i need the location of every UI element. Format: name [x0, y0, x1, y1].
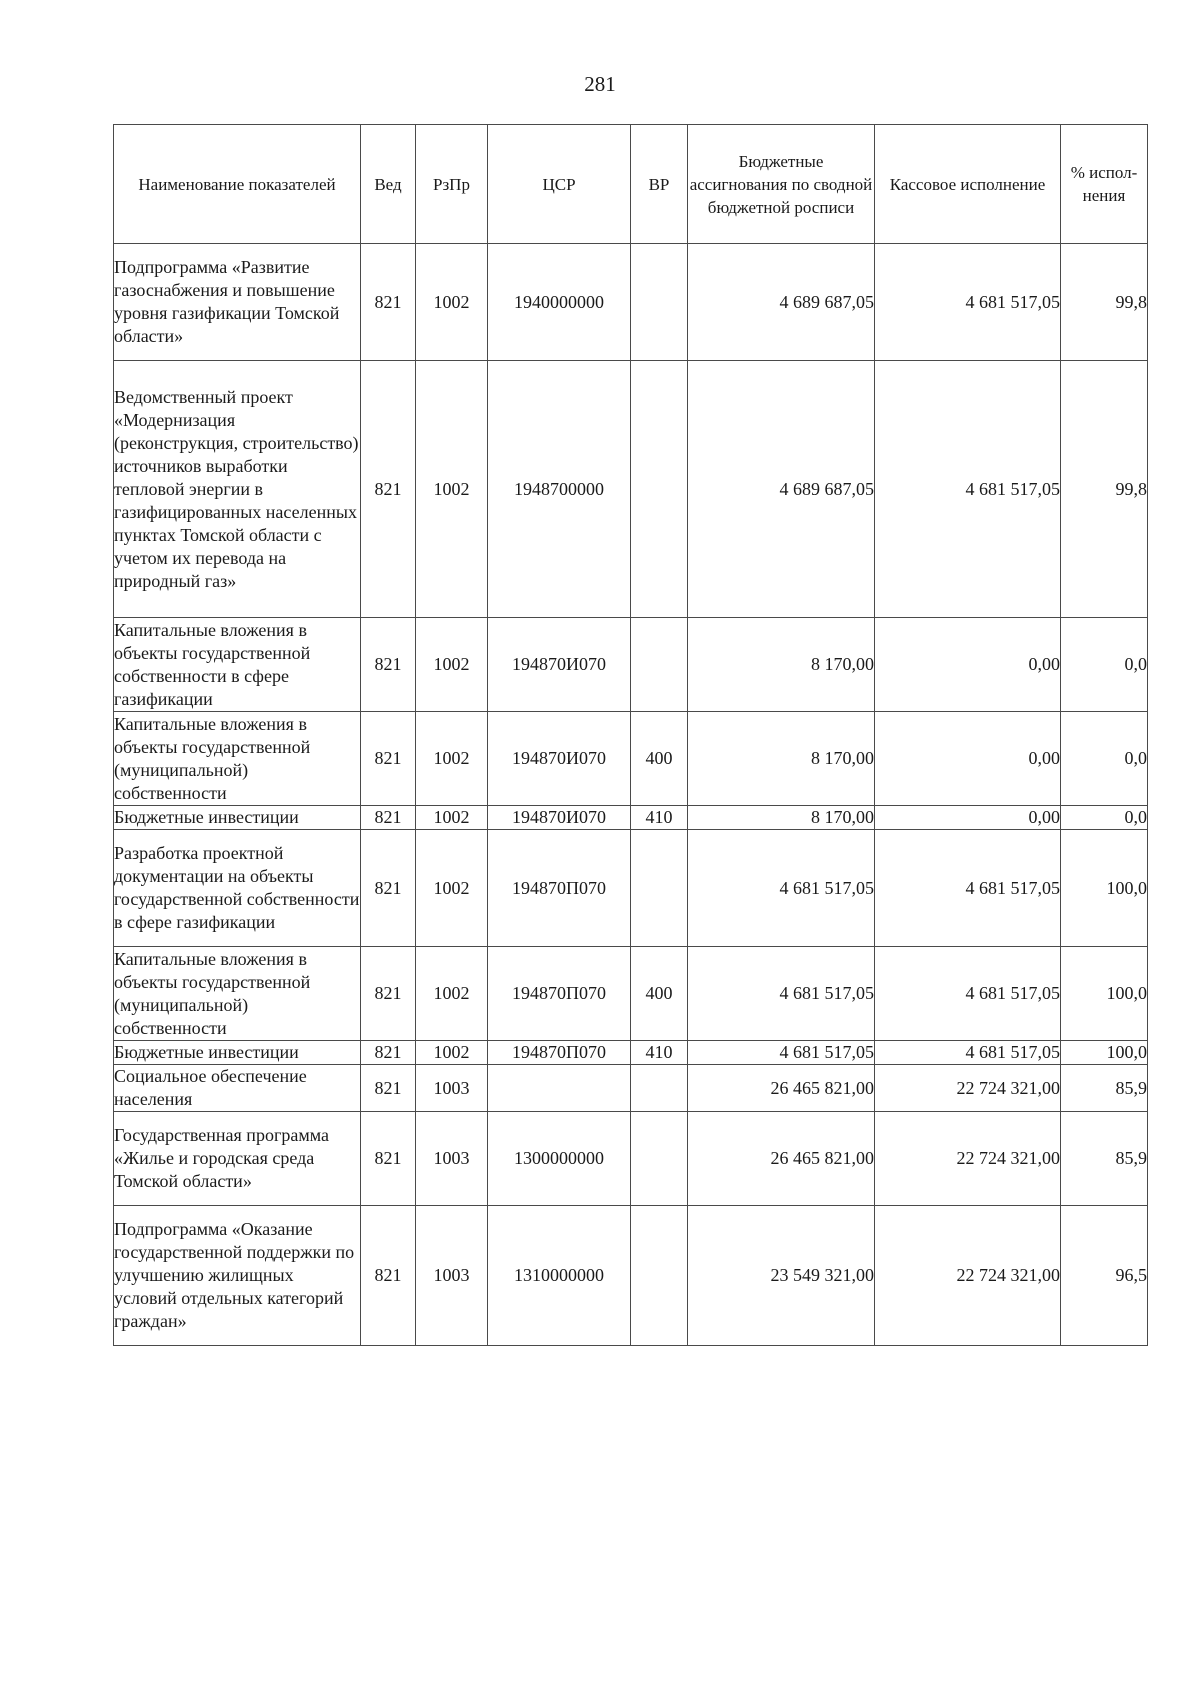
row-name: Капитальные вложения в объекты государственной (муниципальной) собственности: [114, 712, 361, 806]
row-percent: 0,0: [1061, 712, 1148, 806]
row-name: Государственная программа «Жилье и городская среда Томской области»: [114, 1112, 361, 1206]
row-vr: 410: [631, 1041, 688, 1065]
row-execution: 4 681 517,05: [875, 361, 1061, 618]
table-row: [114, 618, 1148, 712]
row-assignments: 4 681 517,05: [688, 830, 875, 947]
row-name: Бюджетные инвестиции: [114, 1041, 361, 1065]
header-percent: % испол-нения: [1061, 125, 1148, 244]
row-assignments: 4 681 517,05: [688, 947, 875, 1041]
row-name: Социальное обеспечение населения: [114, 1065, 361, 1112]
row-rzpr: 1002: [416, 1041, 488, 1065]
row-percent: 0,0: [1061, 806, 1148, 830]
row-percent: 85,9: [1061, 1112, 1148, 1206]
row-execution: 0,00: [875, 712, 1061, 806]
row-assignments: 8 170,00: [688, 806, 875, 830]
table-row: [114, 361, 1148, 618]
row-ved: 821: [361, 947, 416, 1041]
row-rzpr: 1002: [416, 618, 488, 712]
row-csr: 1948700000: [488, 361, 631, 618]
row-rzpr: 1002: [416, 244, 488, 361]
row-ved: 821: [361, 618, 416, 712]
table-row: [114, 1065, 1148, 1112]
row-execution: 4 681 517,05: [875, 1041, 1061, 1065]
table-row: [114, 1206, 1148, 1346]
row-percent: 99,8: [1061, 244, 1148, 361]
row-percent: 100,0: [1061, 830, 1148, 947]
row-ved: 821: [361, 361, 416, 618]
row-ved: 821: [361, 1065, 416, 1112]
row-assignments: 8 170,00: [688, 712, 875, 806]
row-name: Разработка проектной документации на объекты государственной собственности в сфере газификации: [114, 830, 361, 947]
row-csr: [488, 1065, 631, 1112]
budget-table: [113, 124, 1148, 1346]
row-assignments: 4 689 687,05: [688, 244, 875, 361]
row-csr: 194870И070: [488, 806, 631, 830]
row-execution: 4 681 517,05: [875, 947, 1061, 1041]
row-name: Ведомственный проект «Модернизация (реконструкция, строительство) источников выработки тепловой энергии в газифицированных населенных пунктах Томской области с учетом их перевода на природный газ»: [114, 361, 361, 618]
row-ved: 821: [361, 712, 416, 806]
row-csr: 1310000000: [488, 1206, 631, 1346]
row-vr: [631, 618, 688, 712]
row-rzpr: 1002: [416, 830, 488, 947]
row-rzpr: 1003: [416, 1112, 488, 1206]
row-percent: 85,9: [1061, 1065, 1148, 1112]
row-ved: 821: [361, 1112, 416, 1206]
table-row: [114, 947, 1148, 1041]
row-vr: [631, 1206, 688, 1346]
row-rzpr: 1002: [416, 806, 488, 830]
row-csr: 194870П070: [488, 1041, 631, 1065]
row-vr: [631, 1112, 688, 1206]
row-assignments: 23 549 321,00: [688, 1206, 875, 1346]
row-name: Капитальные вложения в объекты государственной собственности в сфере газификации: [114, 618, 361, 712]
row-execution: 22 724 321,00: [875, 1112, 1061, 1206]
row-ved: 821: [361, 1206, 416, 1346]
row-ved: 821: [361, 244, 416, 361]
row-rzpr: 1003: [416, 1206, 488, 1346]
header-csr: ЦСР: [488, 125, 631, 244]
row-name: Подпрограмма «Развитие газоснабжения и повышение уровня газификации Томской области»: [114, 244, 361, 361]
row-vr: 400: [631, 947, 688, 1041]
header-ved: Вед: [361, 125, 416, 244]
row-execution: 0,00: [875, 618, 1061, 712]
row-vr: [631, 1065, 688, 1112]
header-execution: Кассовое исполнение: [875, 125, 1061, 244]
header-assignments: Бюджетные ассигнования по сводной бюджетной росписи: [688, 125, 875, 244]
row-execution: 4 681 517,05: [875, 830, 1061, 947]
row-percent: 100,0: [1061, 947, 1148, 1041]
row-vr: 400: [631, 712, 688, 806]
row-name: Бюджетные инвестиции: [114, 806, 361, 830]
table-row: [114, 244, 1148, 361]
row-rzpr: 1002: [416, 712, 488, 806]
row-csr: 1940000000: [488, 244, 631, 361]
row-name: Капитальные вложения в объекты государственной (муниципальной) собственности: [114, 947, 361, 1041]
row-rzpr: 1002: [416, 947, 488, 1041]
row-ved: 821: [361, 830, 416, 947]
row-vr: [631, 830, 688, 947]
page-number: 281: [584, 72, 616, 96]
row-vr: 410: [631, 806, 688, 830]
row-percent: 100,0: [1061, 1041, 1148, 1065]
table-row: [114, 830, 1148, 947]
row-assignments: 8 170,00: [688, 618, 875, 712]
row-percent: 96,5: [1061, 1206, 1148, 1346]
row-execution: 0,00: [875, 806, 1061, 830]
row-csr: 1300000000: [488, 1112, 631, 1206]
row-percent: 0,0: [1061, 618, 1148, 712]
row-csr: 194870И070: [488, 712, 631, 806]
table-row: [114, 1041, 1148, 1065]
row-percent: 99,8: [1061, 361, 1148, 618]
row-assignments: 4 689 687,05: [688, 361, 875, 618]
table-row: [114, 806, 1148, 830]
row-ved: 821: [361, 1041, 416, 1065]
row-name: Подпрограмма «Оказание государственной поддержки по улучшению жилищных условий отдельных категорий граждан»: [114, 1206, 361, 1346]
table-row: [114, 1112, 1148, 1206]
row-csr: 194870И070: [488, 618, 631, 712]
row-rzpr: 1002: [416, 361, 488, 618]
header-vr: ВР: [631, 125, 688, 244]
row-csr: 194870П070: [488, 947, 631, 1041]
header-rzpr: РзПр: [416, 125, 488, 244]
row-vr: [631, 244, 688, 361]
row-rzpr: 1003: [416, 1065, 488, 1112]
row-execution: 4 681 517,05: [875, 244, 1061, 361]
header-name: Наименование показателей: [114, 125, 361, 244]
row-execution: 22 724 321,00: [875, 1065, 1061, 1112]
row-assignments: 4 681 517,05: [688, 1041, 875, 1065]
header-row: [114, 125, 1148, 244]
table-row: [114, 712, 1148, 806]
row-execution: 22 724 321,00: [875, 1206, 1061, 1346]
row-csr: 194870П070: [488, 830, 631, 947]
row-assignments: 26 465 821,00: [688, 1065, 875, 1112]
row-ved: 821: [361, 806, 416, 830]
row-assignments: 26 465 821,00: [688, 1112, 875, 1206]
row-vr: [631, 361, 688, 618]
